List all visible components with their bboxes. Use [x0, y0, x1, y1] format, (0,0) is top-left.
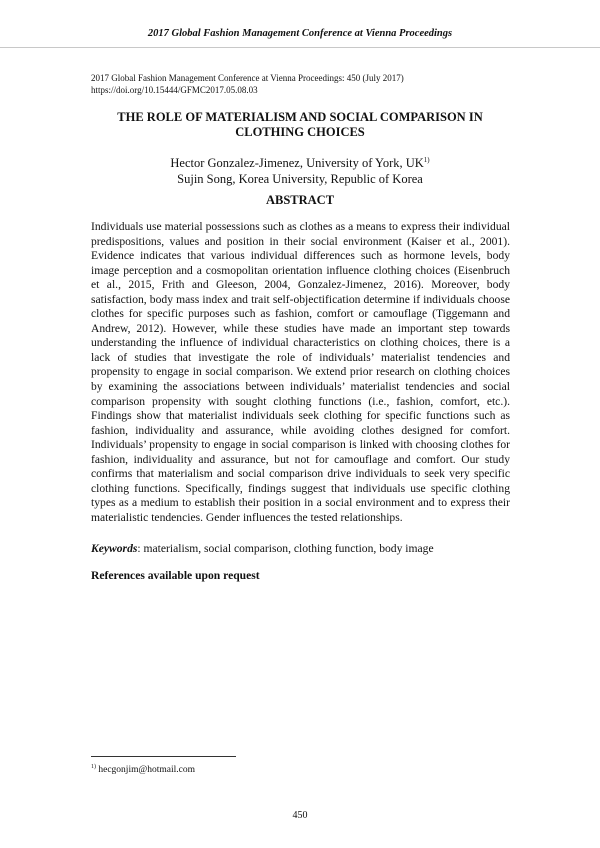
page-number: 450	[292, 810, 308, 821]
citation-line: 2017 Global Fashion Management Conference at Vienna Proceedings: 450 (July 2017)	[91, 73, 404, 83]
author-list	[60, 152, 540, 187]
keywords-label: Keywords	[91, 542, 138, 555]
footnote-mark: 1)	[91, 764, 96, 770]
title-line-1: THE ROLE OF MATERIALISM AND SOCIAL COMPARISON IN	[117, 110, 483, 124]
abstract-heading: ABSTRACT	[265, 193, 335, 207]
title-line-2: CLOTHING CHOICES	[235, 125, 365, 139]
citation-block	[91, 72, 511, 96]
footnote-divider	[91, 756, 236, 757]
footnote	[91, 764, 391, 775]
footnote-email[interactable]: hecgonjim@hotmail.com	[96, 765, 195, 775]
author-1-affiliation: Hector Gonzalez-Jimenez, University of York, UK	[170, 156, 424, 170]
references-note: References available upon request	[91, 569, 260, 582]
keywords-line	[91, 542, 510, 555]
paper-title	[60, 110, 540, 140]
header-divider	[0, 47, 600, 48]
keywords-separator: :	[137, 542, 141, 555]
author-2	[60, 171, 540, 187]
running-header: 2017 Global Fashion Management Conference at Vienna Proceedings	[147, 28, 453, 39]
author-2-affiliation: Sujin Song, Korea University, Republic of Korea	[177, 172, 423, 186]
abstract-body: Individuals use material possessions such as clothes as a means to express their individual predispositions, values and position in their social environment (Kaiser et al., 2001). Evidence indicates that various individual differences such as hormone levels, body image perception and a cosmopolitan orientation influence clothing choices (Eisenbruch et al., 2015, Frith and Gleeson, 2004, Gonzalez-Jimenez, 2016). Moreover, body satisfaction, body mass index and trait self-objectification determine if individuals choose clothes for specific purposes such as fashion, comfort or camouflage (Tiggemann and Andrew, 2012). However, while these studies have made an important step towards understanding the influence of individual characteristics on clothing choices, there is a lack of studies that investigate the role of individuals’ materialist tendencies and propensity to engage in social comparison. We extend prior research on clothing choices by examining the associations between individuals’ materialist tendencies and social comparison propensity with sought clothing functions (i.e., fashion, comfort, etc.). Findings show that materialist individuals seek clothing for specific functions such as fashion, individuality and assurance, while avoiding clothes designed for comfort. Individuals’ propensity to engage in social comparison is linked with choosing clothes for fashion, individuality and assurance, but not for camouflage and comfort. Our study confirms that materialism and social comparison drive individuals to seek very specific clothing functions. Specifically, findings suggest that individuals use specific clothing types as a medium to establish their position in a social environment and to express their materialistic tendencies. Gender influences the tested relationships.	[91, 220, 510, 524]
keywords-text: materialism, social comparison, clothing function, body image	[140, 542, 434, 555]
author-1-footnote-mark: 1)	[423, 156, 430, 164]
doi-link[interactable]: https://doi.org/10.15444/GFMC2017.05.08.03	[91, 85, 258, 95]
author-1	[60, 152, 540, 171]
